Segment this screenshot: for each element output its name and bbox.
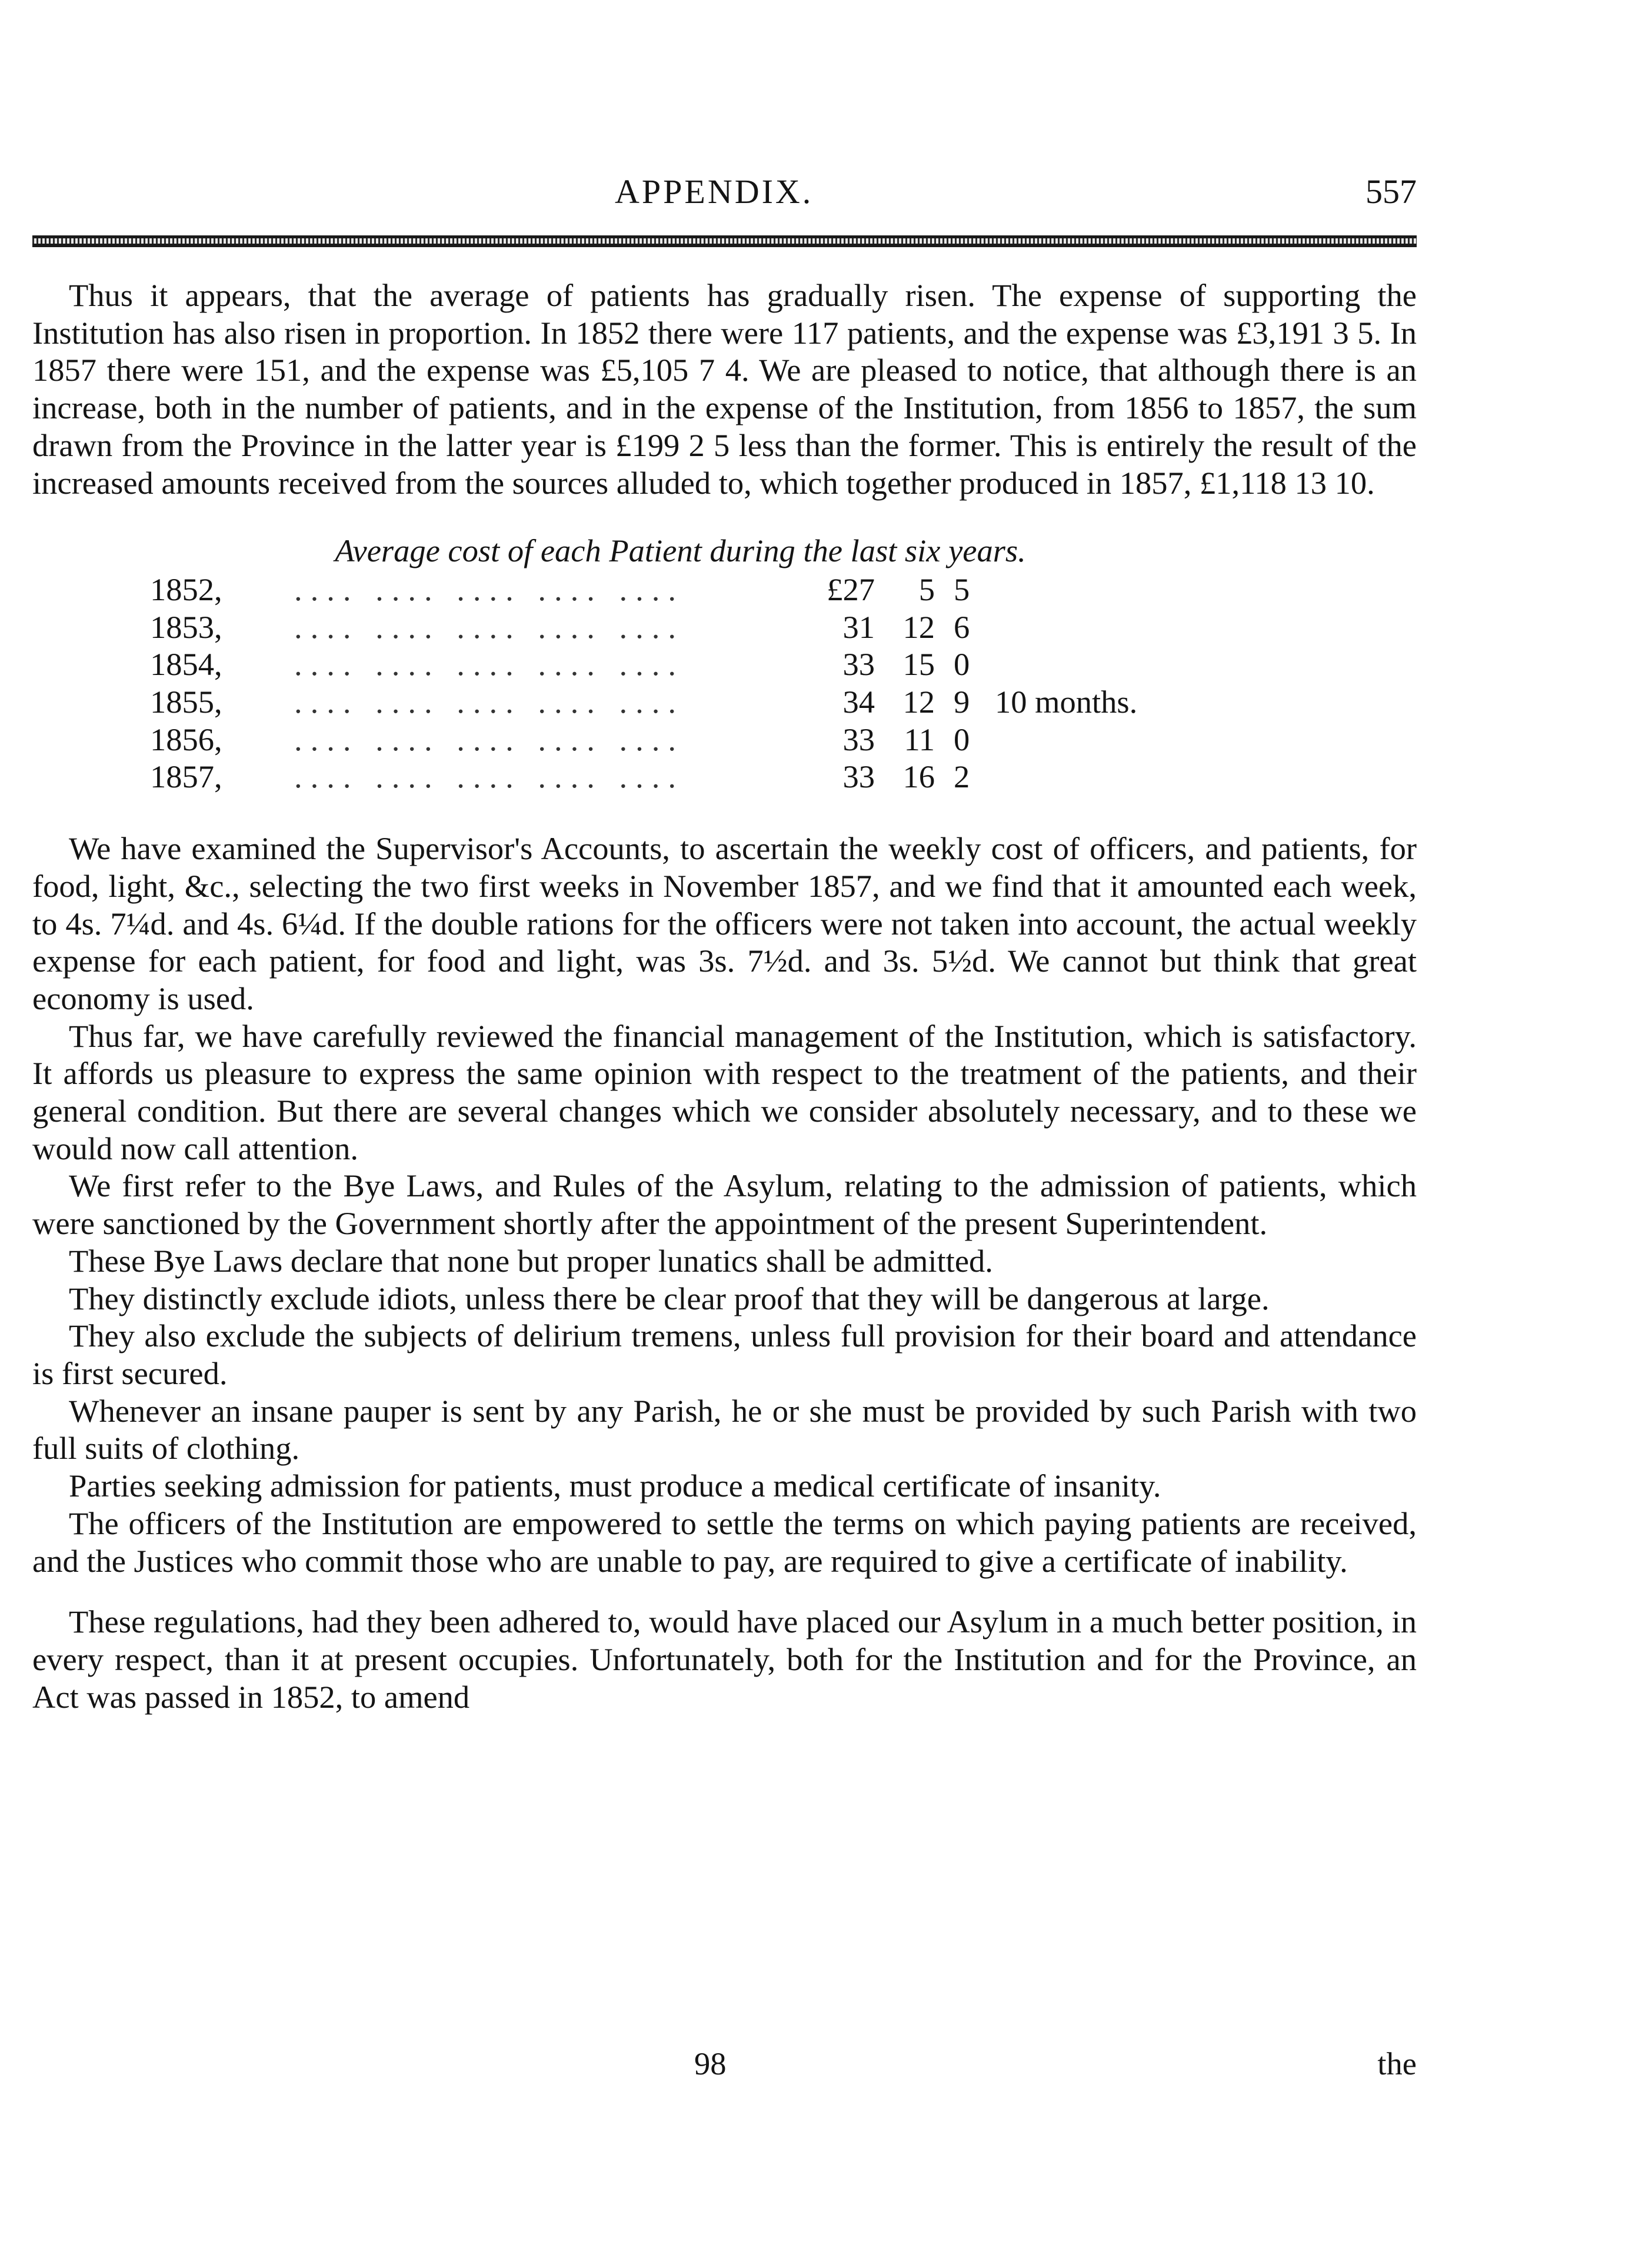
header-rule	[32, 235, 1417, 247]
shillings-cell: 5	[918, 571, 935, 607]
pounds-cell: 33	[842, 759, 875, 795]
cost-table	[150, 571, 1137, 796]
year-cell: 1857,	[150, 759, 222, 795]
page-number: 557	[1365, 172, 1417, 211]
catchword: the	[1377, 2046, 1417, 2081]
paragraph: They distinctly exclude idiots, unless there be clear proof that they will be dangerous at large.	[69, 1280, 1270, 1316]
dot-leaders: .... .... .... .... ....	[294, 608, 684, 645]
page-header	[32, 172, 1417, 225]
dot-leaders: .... .... .... .... ....	[294, 721, 684, 757]
pence-cell: 0	[954, 721, 970, 757]
running-head: APPENDIX.	[615, 172, 814, 211]
shillings-cell: 12	[902, 608, 935, 645]
note-cell	[989, 758, 1137, 796]
dot-leaders: .... .... .... .... ....	[294, 684, 684, 720]
table-row	[150, 758, 1137, 796]
paragraph: We have examined the Supervisor's Accounts, to ascertain the weekly cost of officers, and patients, for food, light, &c., selecting the two first weeks in November 1857, and we find that it amounted each week, to 4s. 7¼d. and 4s. 6¼d. If the double rations for the officers were not taken into account, the actual weekly expense for each patient, for food and light, was 3s. 7½d. and 3s. 5½d. We cannot but think that great economy is used.	[32, 830, 1417, 1016]
note-cell	[989, 646, 1137, 683]
paragraph: We first refer to the Bye Laws, and Rules of the Asylum, relating to the admission of patients, which were sanctioned by the Government shortly after the appointment of the present Superintendent.	[32, 1168, 1417, 1242]
paragraph: Thus far, we have carefully reviewed the financial management of the Institution, which is satisfactory. It affords us pleasure to express the same opinion with respect to the treatment of the patients, and their general condition. But there are several changes which we consider absolutely necessary, and to these we would now call attention.	[32, 1017, 1417, 1166]
paragraph: These regulations, had they been adhered to, would have placed our Asylum in a much better position, in every respect, than it at present occupies. Unfortunately, both for the Institution and for the Province, an Act was passed in 1852, to amend	[32, 1604, 1417, 1715]
note-cell	[989, 571, 1137, 608]
year-cell: 1855,	[150, 684, 222, 720]
table-row	[150, 683, 1137, 721]
paragraph: Thus it appears, that the average of patients has gradually risen. The expense of supporting the Institution has also risen in proportion. In 1852 there were 117 patients, and the expense was £3,191 3 5. In 1857 there were 151, and the expense was £5,105 7 4. We are pleased to notice, that although there is an increase, both in the number of patients, and in the expense of the Institution, from 1856 to 1857, the sum drawn from the Province in the latter year is £199 2 5 less than the former. This is entirely the result of the increased amounts received from the sources alluded to, which together produced in 1857, £1,118 13 10.	[32, 277, 1417, 501]
shillings-cell: 12	[902, 684, 935, 720]
paragraph: Parties seeking admission for patients, must produce a medical certificate of insanity.	[69, 1468, 1161, 1504]
table-row	[150, 646, 1137, 683]
page-footer	[32, 2045, 1417, 2086]
pence-cell: 5	[954, 571, 970, 607]
pounds-cell: 33	[842, 721, 875, 757]
year-cell: 1852,	[150, 571, 222, 607]
pounds-cell: £27	[827, 571, 875, 607]
pence-cell: 6	[954, 608, 970, 645]
note-cell: 10 months.	[995, 684, 1138, 720]
shillings-cell: 11	[904, 721, 935, 757]
pounds-cell: 33	[842, 646, 875, 683]
pence-cell: 2	[954, 759, 970, 795]
year-cell: 1856,	[150, 721, 222, 757]
table-row	[150, 721, 1137, 759]
paragraph: The officers of the Institution are empowered to settle the terms on which paying patients are received, and the Justices who commit those who are unable to pay, are required to give a certificate of inability.	[32, 1505, 1417, 1579]
pence-cell: 9	[954, 684, 970, 720]
pounds-cell: 34	[842, 684, 875, 720]
pounds-cell: 31	[842, 608, 875, 645]
cost-table-title: Average cost of each Patient during the last six years.	[335, 533, 1026, 569]
dot-leaders: .... .... .... .... ....	[294, 571, 684, 607]
shillings-cell: 15	[902, 646, 935, 683]
dot-leaders: .... .... .... .... ....	[294, 759, 684, 795]
body-text	[32, 277, 1417, 1715]
table-row	[150, 608, 1137, 646]
note-cell	[989, 721, 1137, 759]
pence-cell: 0	[954, 646, 970, 683]
shillings-cell: 16	[902, 759, 935, 795]
note-cell	[989, 608, 1137, 646]
year-cell: 1854,	[150, 646, 222, 683]
signature-mark: 98	[694, 2046, 727, 2081]
paragraph: Whenever an insane pauper is sent by any Parish, he or she must be provided by such Parish with two full suits of clothing.	[32, 1392, 1417, 1466]
year-cell: 1853,	[150, 608, 222, 645]
paragraph: These Bye Laws declare that none but proper lunatics shall be admitted.	[69, 1242, 993, 1279]
dot-leaders: .... .... .... .... ....	[294, 646, 684, 683]
table-row	[150, 571, 1137, 608]
paragraph: They also exclude the subjects of delirium tremens, unless full provision for their board and attendance is first secured.	[32, 1318, 1417, 1391]
